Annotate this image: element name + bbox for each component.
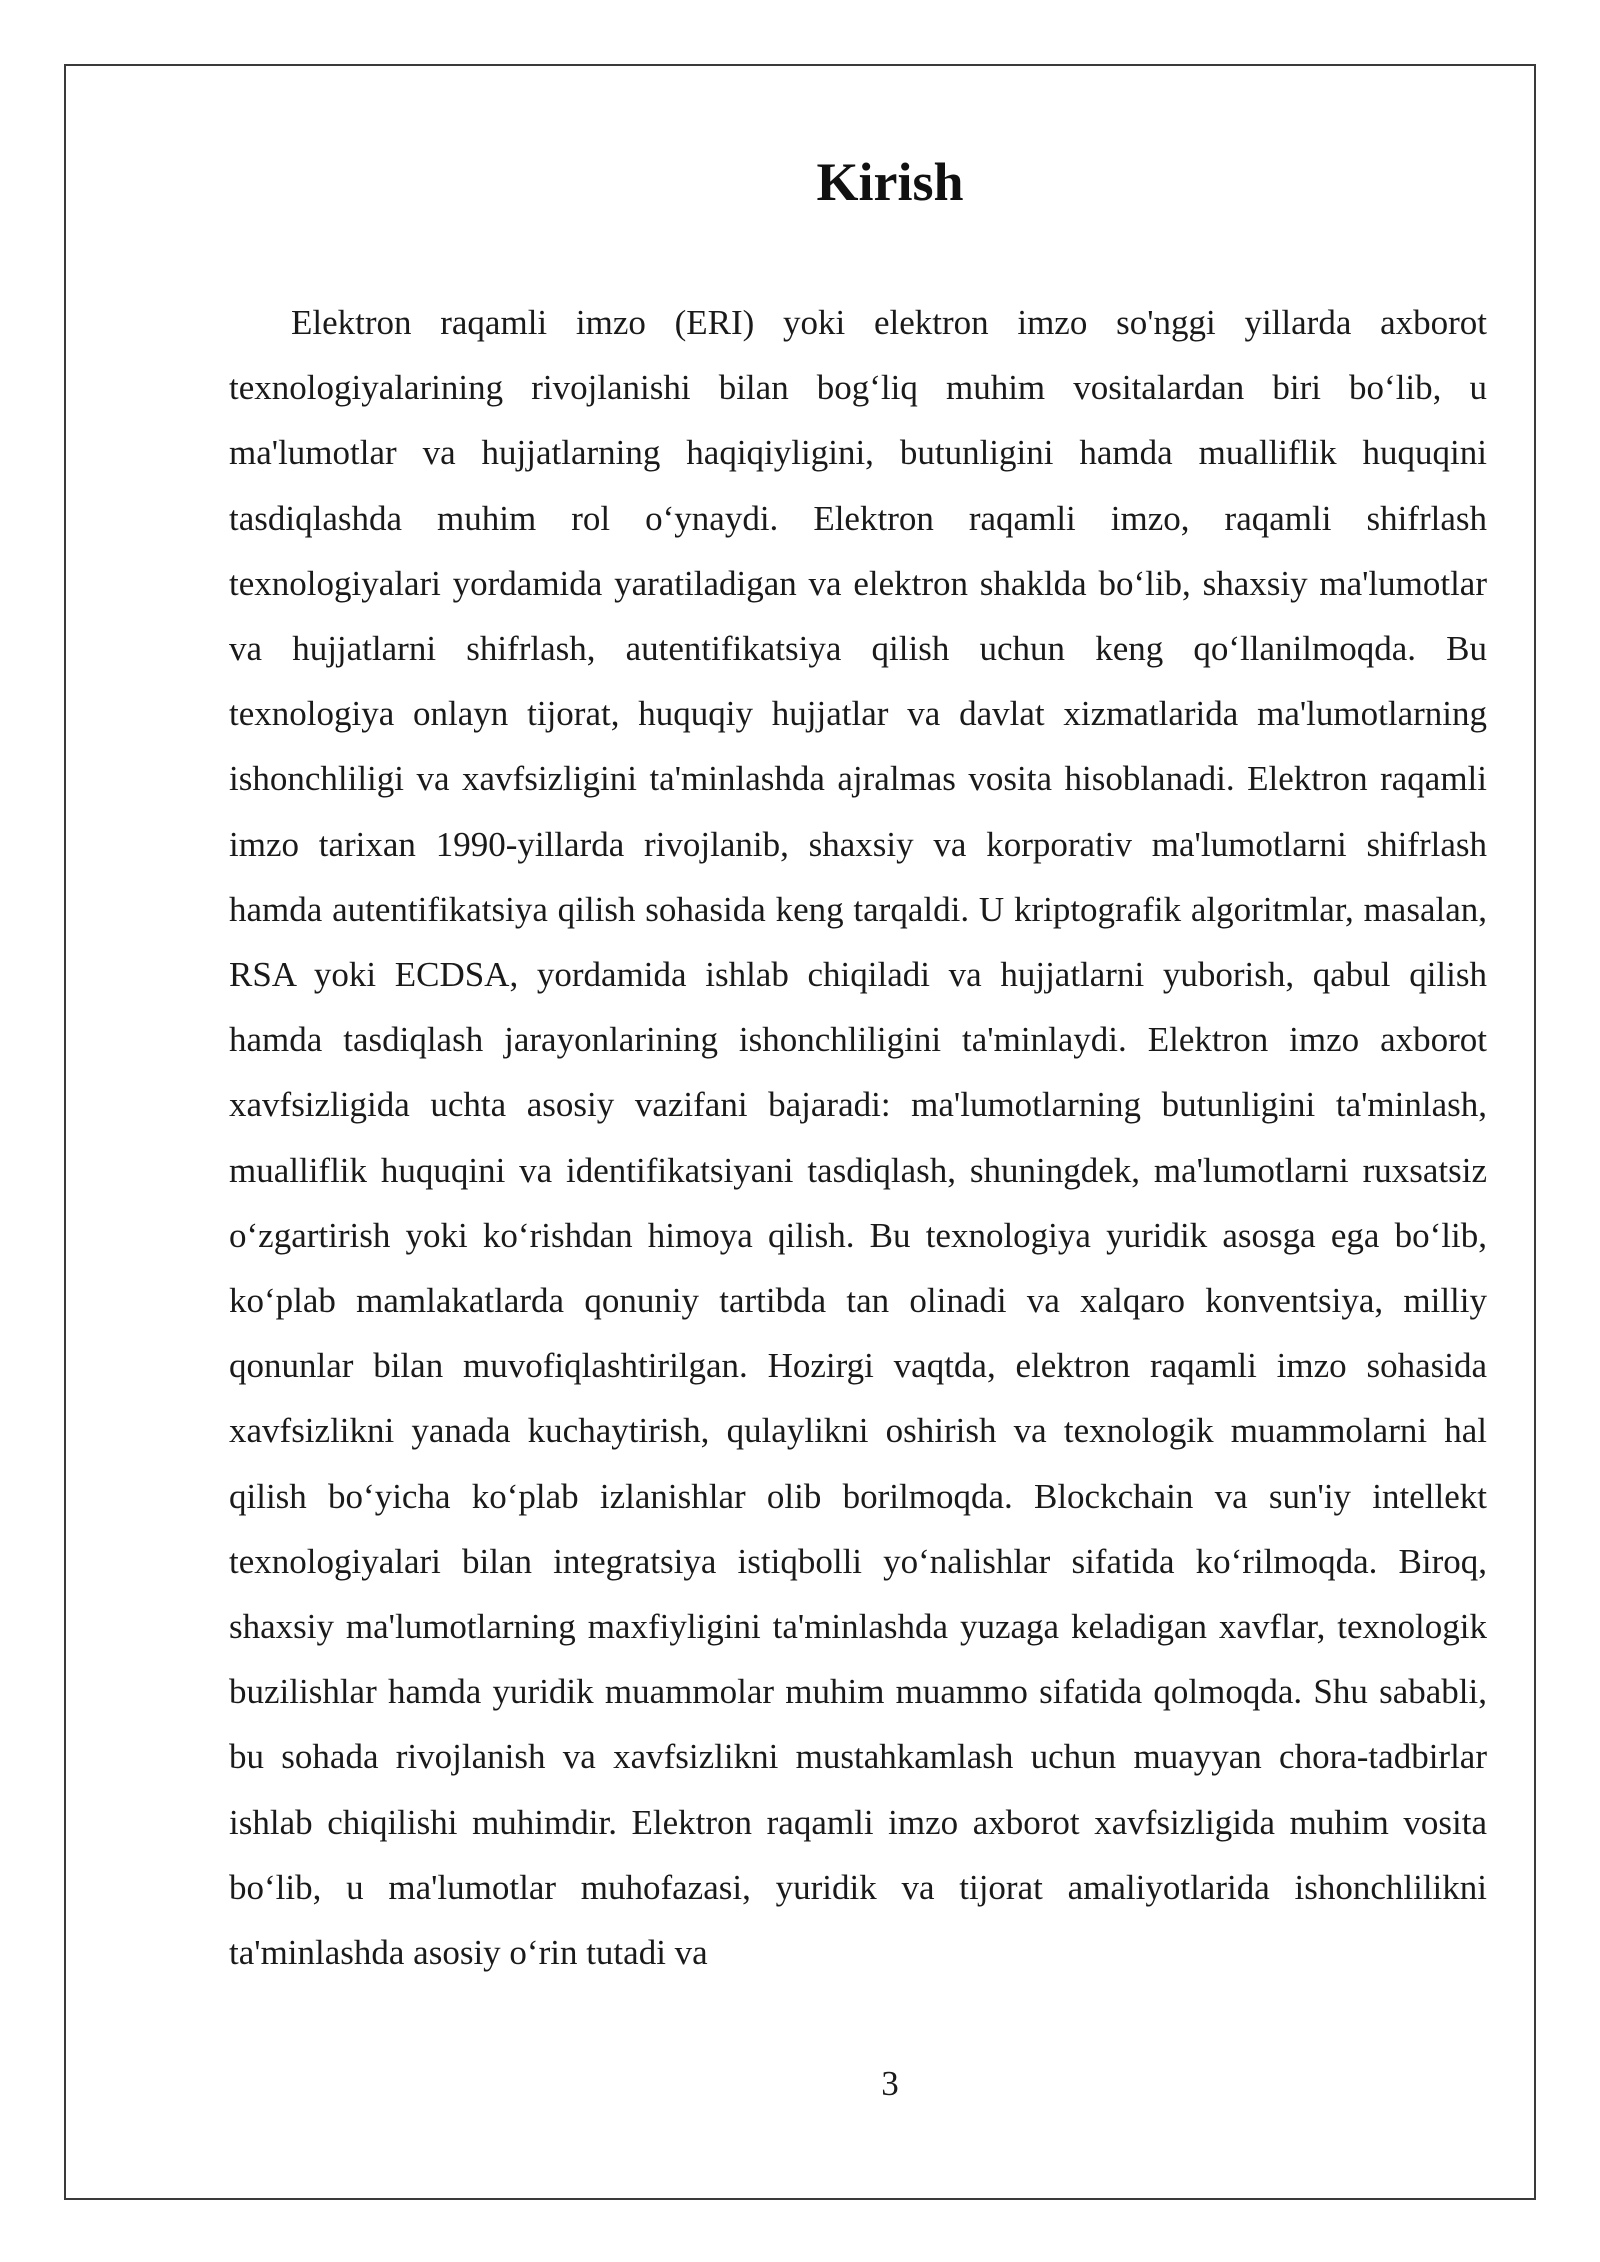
body-paragraph: Elektron raqamli imzo (ERI) yoki elektron imzo so'nggi yillarda axborot texnologiyalarining rivojlanishi bilan bog‘liq muhim vositalardan biri bo‘lib, u ma'lumotlar va hujjatlarning haqiqiyligini, butunligini hamda mualliflik huquqini tasdiqlashda muhim rol o‘ynaydi. Elektron raqamli imzo, raqamli shifrlash texnologiyalari yordamida yaratiladigan va elektron shaklda bo‘lib, shaxsiy ma'lumotlar va hujjatlarni shifrlash, autentifikatsiya qilish uchun keng qo‘llanilmoqda. Bu texnologiya onlayn tijorat, huquqiy hujjatlar va davlat xizmatlarida ma'lumotlarning ishonchliligi va xavfsizligini ta'minlashda ajralmas vosita hisoblanadi. Elektron raqamli imzo tarixan 1990-yillarda rivojlanib, shaxsiy va korporativ ma'lumotlarni shifrlash hamda autentifikatsiya qilish sohasida keng tarqaldi. U kriptografik algoritmlar, masalan, RSA yoki ECDSA, yordamida ishlab chiqiladi va hujjatlarni yuborish, qabul qilish hamda tasdiqlash jarayonlarining ishonchliligini ta'minlaydi. Elektron imzo axborot xavfsizligida uchta asosiy vazifani bajaradi: ma'lumotlarning butunligini ta'minlash, mualliflik huquqini va identifikatsiyani tasdiqlash, shuningdek, ma'lumotlarni ruxsatsiz o‘zgartirish yoki ko‘rishdan himoya qilish. Bu texnologiya yuridik asosga ega bo‘lib, ko‘plab mamlakatlarda qonuniy tartibda tan olinadi va xalqaro konventsiya, milliy qonunlar bilan muvofiqlashtirilgan. Hozirgi vaqtda, elektron raqamli imzo sohasida xavfsizlikni yanada kuchaytirish, qulaylikni oshirish va texnologik muammolarni hal qilish bo‘yicha ko‘plab izlanishlar olib borilmoqda. Blockchain va sun'iy intellekt texnologiyalari bilan integratsiya istiqbolli yo‘nalishlar sifatida ko‘rilmoqda. Biroq, shaxsiy ma'lumotlarning maxfiyligini ta'minlashda yuzaga keladigan xavflar, texnologik buzilishlar hamda yuridik muammolar muhim muammo sifatida qolmoqda. Shu sababli, bu sohada rivojlanish va xavfsizlikni mustahkamlash uchun muayyan chora-tadbirlar ishlab chiqilishi muhimdir. Elektron raqamli imzo axborot xavfsizligida muhim vosita bo‘lib, u ma'lumotlar muhofazasi, yuridik va tijorat amaliyotlarida ishonchlilikni ta'minlashda asosiy o‘rin tutadi va xyxy=(229,303,1487,1973)
page-number: 3 xyxy=(881,2064,899,2103)
page-title: Kirish xyxy=(816,152,964,212)
